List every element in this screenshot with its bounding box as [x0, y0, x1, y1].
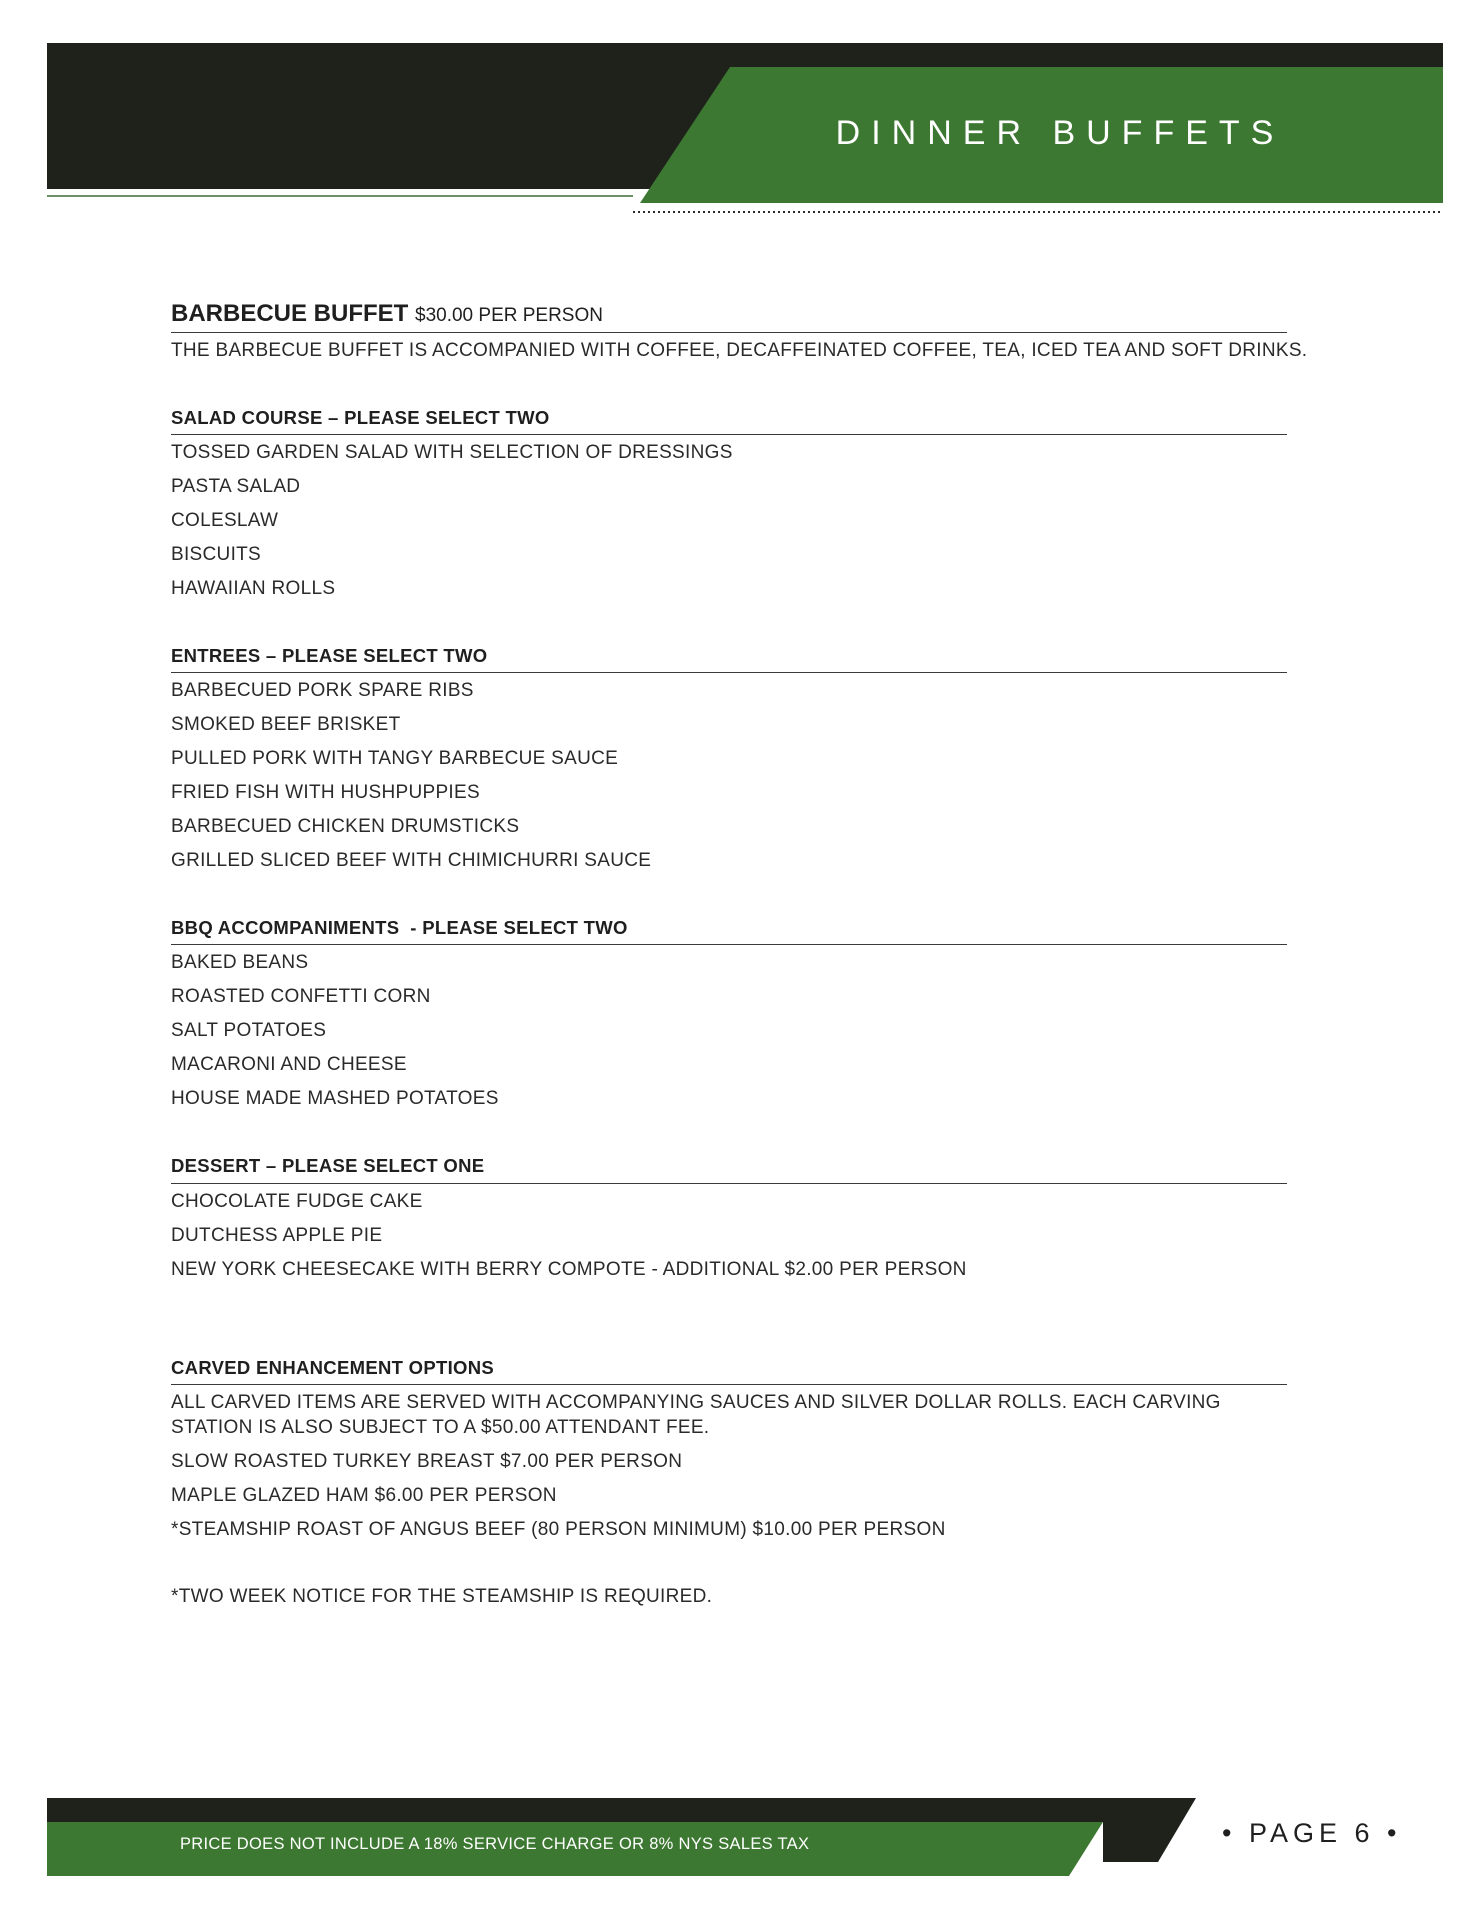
list-item: ROASTED CONFETTI CORN — [171, 986, 431, 1007]
list-item: COLESLAW — [171, 510, 279, 531]
list-item: SLOW ROASTED TURKEY BREAST $7.00 PER PERSON — [171, 1451, 683, 1472]
list-item: DUTCHESS APPLE PIE — [171, 1225, 383, 1246]
header-banner — [0, 0, 1484, 220]
list-item: PASTA SALAD — [171, 476, 301, 497]
list-item: *STEAMSHIP ROAST OF ANGUS BEEF (80 PERSON MINIMUM) $10.00 PER PERSON — [171, 1519, 946, 1540]
divider — [171, 944, 1287, 945]
list-item: MAPLE GLAZED HAM $6.00 PER PERSON — [171, 1485, 557, 1506]
carved-note: *TWO WEEK NOTICE FOR THE STEAMSHIP IS REQUIRED. — [171, 1586, 713, 1607]
buffet-title — [171, 300, 603, 328]
list-item: TOSSED GARDEN SALAD WITH SELECTION OF DRESSINGS — [171, 442, 733, 463]
footer-disclaimer: PRICE DOES NOT INCLUDE A 18% SERVICE CHARGE OR 8% NYS SALES TAX — [180, 1835, 810, 1853]
salad-heading: SALAD COURSE – PLEASE SELECT TWO — [171, 407, 550, 428]
list-item: MACARONI AND CHEESE — [171, 1054, 407, 1075]
list-item: SALT POTATOES — [171, 1020, 327, 1041]
divider — [171, 1384, 1287, 1385]
page-number: • PAGE 6 • — [1222, 1818, 1402, 1848]
divider — [171, 672, 1287, 673]
carved-heading: CARVED ENHANCEMENT OPTIONS — [171, 1357, 495, 1378]
list-item: PULLED PORK WITH TANGY BARBECUE SAUCE — [171, 748, 619, 769]
divider — [171, 332, 1287, 333]
accompaniments-heading: BBQ ACCOMPANIMENTS - PLEASE SELECT TWO — [171, 917, 628, 938]
list-item: NEW YORK CHEESECAKE WITH BERRY COMPOTE - ADDITIONAL $2.00 PER PERSON — [171, 1259, 967, 1280]
list-item: HAWAIIAN ROLLS — [171, 578, 336, 599]
list-item: BARBECUED CHICKEN DRUMSTICKS — [171, 816, 520, 837]
buffet-name: BARBECUE BUFFET — [171, 300, 409, 327]
list-item: GRILLED SLICED BEEF WITH CHIMICHURRI SAUCE — [171, 850, 652, 871]
list-item: BARBECUED PORK SPARE RIBS — [171, 680, 474, 701]
entrees-heading: ENTREES – PLEASE SELECT TWO — [171, 645, 488, 666]
divider — [171, 1183, 1287, 1184]
divider — [171, 434, 1287, 435]
page-title: DINNER BUFFETS — [835, 114, 1285, 152]
list-item: FRIED FISH WITH HUSHPUPPIES — [171, 782, 480, 803]
dessert-heading: DESSERT – PLEASE SELECT ONE — [171, 1155, 485, 1176]
buffet-description: THE BARBECUE BUFFET IS ACCOMPANIED WITH COFFEE, DECAFFEINATED COFFEE, TEA, ICED TEA AND SOFT DRINKS. — [171, 340, 1308, 361]
list-item: CHOCOLATE FUDGE CAKE — [171, 1191, 423, 1212]
buffet-price: $30.00 PER PERSON — [415, 305, 603, 326]
list-item: HOUSE MADE MASHED POTATOES — [171, 1088, 499, 1109]
list-item: BISCUITS — [171, 544, 262, 565]
carved-intro-line-2: STATION IS ALSO SUBJECT TO A $50.00 ATTENDANT FEE. — [171, 1417, 710, 1438]
list-item: SMOKED BEEF BRISKET — [171, 714, 401, 735]
list-item: BAKED BEANS — [171, 952, 309, 973]
carved-intro-line-1: ALL CARVED ITEMS ARE SERVED WITH ACCOMPANYING SAUCES AND SILVER DOLLAR ROLLS. EACH CARVING — [171, 1392, 1221, 1413]
